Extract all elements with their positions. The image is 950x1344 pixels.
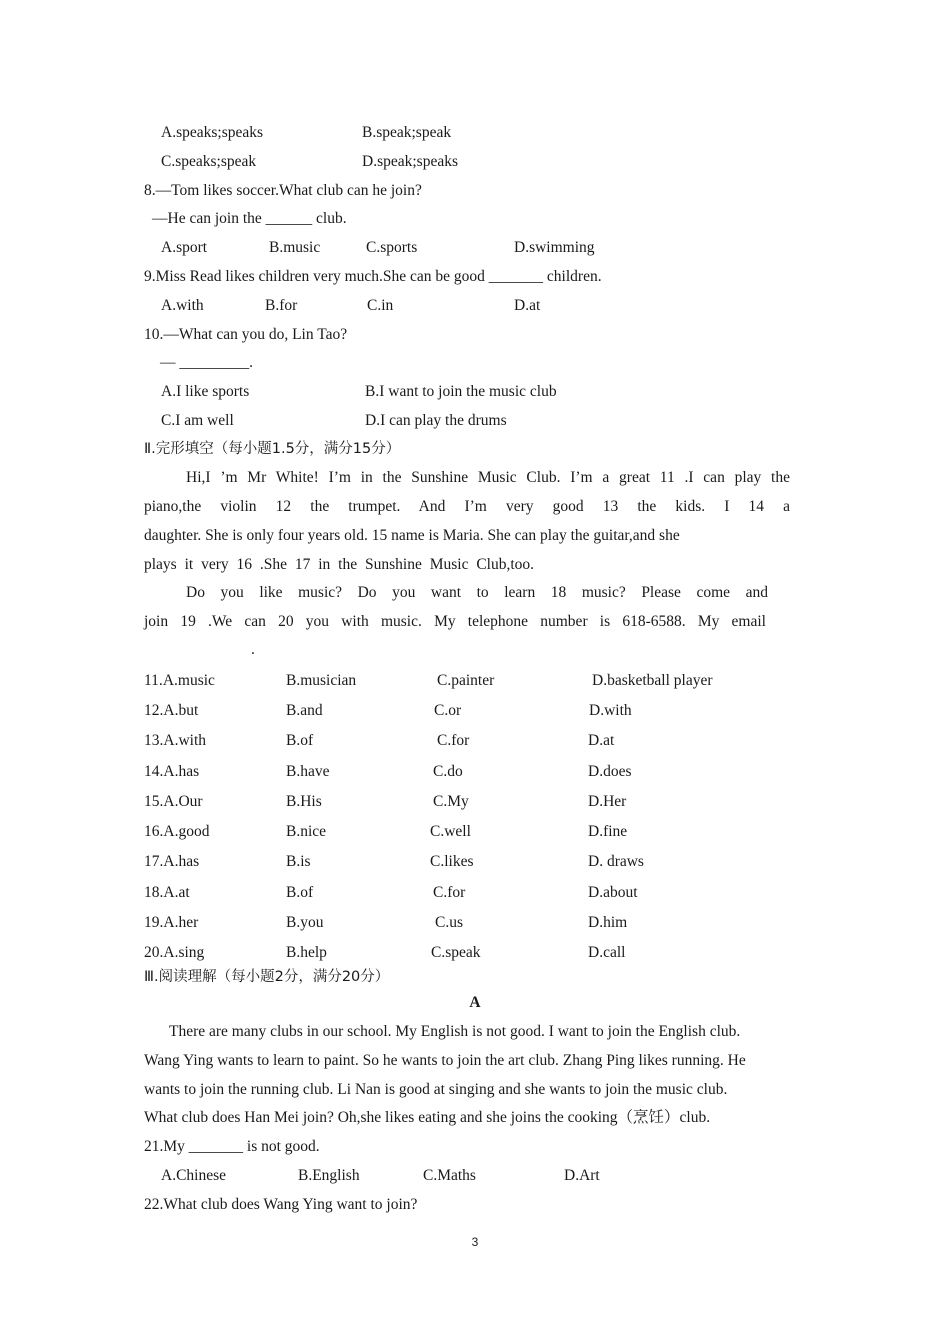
option-a: A.her [163,914,199,931]
option-b: B.musician [286,672,357,689]
item-number: 16. [144,823,164,840]
option-d: D.fine [588,823,628,840]
reading-line-3: wants to join the running club. Li Nan is good at singing and she wants to join the music club. [144,1081,728,1098]
option-d: D.call [588,944,626,961]
option-a: A.but [163,702,199,719]
option-b: B.have [286,763,330,780]
option-b: B.is [286,853,311,870]
option-b: B.of [286,884,314,901]
cloze-item-17 [144,852,199,872]
cloze-line-2: piano,the violin 12 the trumpet. And I’m very good 13 the kids. I 14 a [144,498,790,515]
q9-option-d: D.at [514,297,541,314]
cloze-item-15 [144,792,203,812]
section3-heading: Ⅲ.阅读理解（每小题2分，满分20分） [144,969,390,985]
option-c: C.painter [437,672,495,689]
cloze-item-19 [144,913,198,933]
q21-option-d: D.Art [564,1167,600,1184]
item-number: 19. [144,914,164,931]
cloze-item-18 [144,883,190,903]
item-number: 11. [144,672,163,689]
q21-option-b: B.English [298,1167,360,1184]
option-d: D.basketball player [592,672,713,689]
item-number: 15. [144,793,164,810]
q7-option-a: A.speaks;speaks [161,124,264,141]
option-a: A.Our [163,793,203,810]
option-d: D.with [589,702,632,719]
q8-answer-line: —He can join the ______ club. [152,210,347,227]
q9-option-b: B.for [265,297,298,314]
q8-option-c: C.sports [366,239,418,256]
item-number: 20. [144,944,164,961]
q10-option-d: D.I can play the drums [365,412,507,429]
reading-line-1: There are many clubs in our school. My English is not good. I want to join the English club. [169,1023,741,1040]
cloze-line-4: plays it very 16 .She 17 in the Sunshine Music Club,too. [144,556,535,573]
option-c: C.likes [430,853,474,870]
q10-answer-line: — _________. [160,354,253,371]
q7-option-b: B.speak;speak [362,124,452,141]
option-b: B.help [286,944,327,961]
item-number: 13. [144,732,164,749]
q9-question: 9.Miss Read likes children very much.She can be good _______ children. [144,268,602,285]
option-d: D.about [588,884,638,901]
q10-option-c: C.I am well [161,412,234,429]
q8-option-a: A.sport [161,239,208,256]
cloze-line-1: Hi,I ’m Mr White! I’m in the Sunshine Music Club. I’m a great 11 .I can play the [186,469,790,486]
q9-option-c: C.in [367,297,394,314]
cloze-item-14 [144,762,199,782]
option-b: B.you [286,914,324,931]
option-c: C.well [430,823,471,840]
cloze-item-12 [144,701,198,721]
section3-subtitle: A [469,994,481,1011]
option-c: C.for [433,884,466,901]
q8-question: 8.—Tom likes soccer.What club can he join? [144,182,422,199]
option-a: A.at [163,884,190,901]
option-b: B.and [286,702,323,719]
q10-question: 10.—What can you do, Lin Tao? [144,326,348,343]
option-a: A.good [163,823,210,840]
page-number: 3 [471,1235,479,1249]
option-a: A.with [163,732,206,749]
option-a: A.sing [163,944,205,961]
option-a: A.has [163,853,200,870]
q22-question: 22.What club does Wang Ying want to join? [144,1196,418,1213]
q21-option-a: A.Chinese [161,1167,227,1184]
option-c: C.My [433,793,469,810]
option-c: C.us [435,914,463,931]
item-number: 12. [144,702,164,719]
q10-option-a: A.I like sports [161,383,250,400]
item-number: 17. [144,853,164,870]
q7-option-c: C.speaks;speak [161,153,257,170]
q9-option-a: A.with [161,297,204,314]
reading-line-4: What club does Han Mei join? Oh,she likes eating and she joins the cooking（烹饪）club. [144,1109,711,1126]
reading-line-2: Wang Ying wants to learn to paint. So he wants to join the art club. Zhang Ping likes running. He [144,1052,746,1069]
cloze-item-13 [144,731,206,751]
q7-option-d: D.speak;speaks [362,153,458,170]
q8-option-d: D.swimming [514,239,595,256]
section2-heading: Ⅱ.完形填空（每小题1.5分，满分15分） [144,441,401,457]
option-a: A.has [163,763,200,780]
cloze-line-6: join 19 .We can 20 you with music. My telephone number is 618-6588. My email [144,613,766,630]
cloze-line-3: daughter. She is only four years old. 15 name is Maria. She can play the guitar,and she [144,527,680,544]
option-b: B.of [286,732,314,749]
option-c: C.speak [431,944,481,961]
option-d: D.at [588,732,615,749]
cloze-line-7: . [251,641,255,658]
cloze-item-16 [144,822,209,842]
option-c: C.do [433,763,463,780]
cloze-line-5: Do you like music? Do you want to learn 18 music? Please come and [186,584,768,601]
option-a: A.music [162,672,215,689]
q10-option-b: B.I want to join the music club [365,383,557,400]
option-b: B.nice [286,823,327,840]
option-b: B.His [286,793,322,810]
q21-question: 21.My _______ is not good. [144,1138,320,1155]
cloze-item-11 [144,671,215,691]
item-number: 14. [144,763,164,780]
option-d: D.does [588,763,632,780]
cloze-item-20 [144,943,204,963]
option-d: D.Her [588,793,627,810]
option-c: C.or [434,702,462,719]
q8-option-b: B.music [269,239,321,256]
q21-option-c: C.Maths [423,1167,476,1184]
option-d: D.him [588,914,628,931]
option-c: C.for [437,732,470,749]
option-d: D. draws [588,853,644,870]
item-number: 18. [144,884,164,901]
